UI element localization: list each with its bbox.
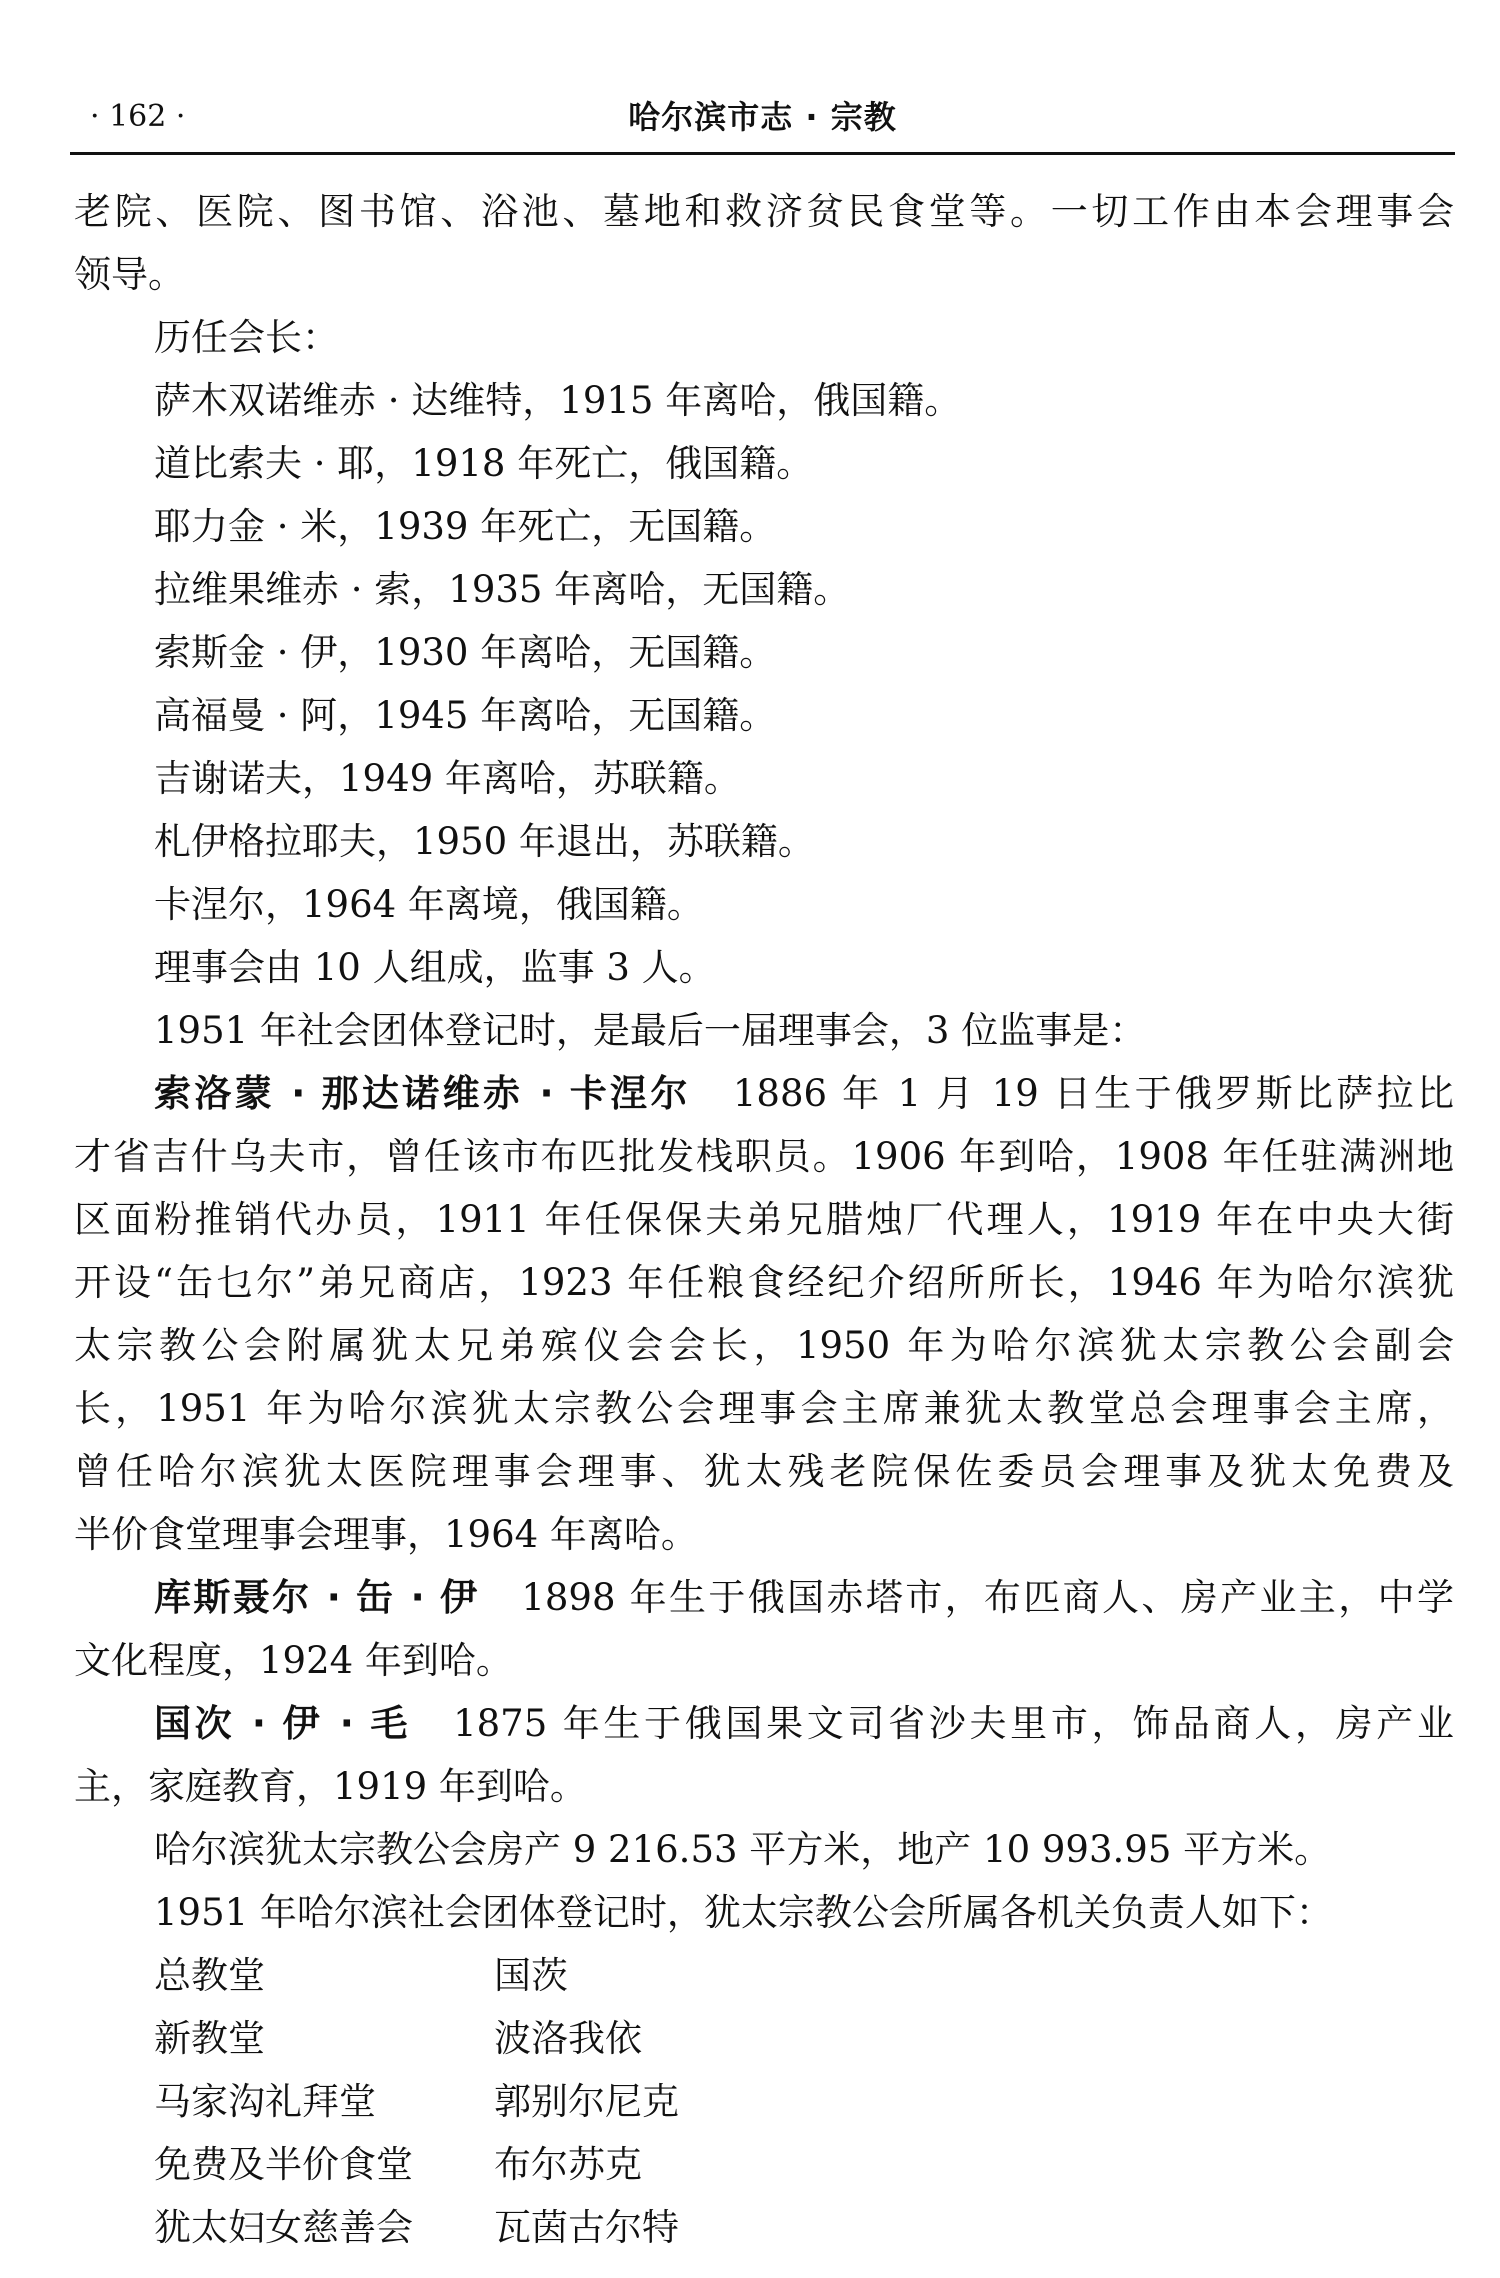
bio-first-line: [74, 1566, 1454, 1629]
president-entry: 道比索夫 · 耶，1918 年死亡，俄国籍。: [154, 442, 814, 485]
bio-text: 1898 年生于俄国赤塔市，布匹商人、房产业主，中学: [521, 1576, 1454, 1619]
president-entry: 高福曼 · 阿，1945 年离哈，无国籍。: [154, 694, 777, 737]
leader-row: [154, 2196, 1454, 2259]
leader-org: 犹太妇女慈善会: [154, 2206, 413, 2249]
president-entry: 札伊格拉耶夫，1950 年退出，苏联籍。: [154, 820, 815, 863]
leader-row: [154, 2007, 1454, 2070]
leader-person: 布尔苏克: [494, 2143, 642, 2186]
bio-first-line: [74, 1062, 1454, 1125]
page-number: · 162 ·: [90, 99, 186, 134]
intro-line: 领导。: [74, 253, 185, 296]
leader-org: 总教堂: [154, 1954, 265, 1997]
leader-person: 郭别尔尼克: [494, 2080, 679, 2123]
president-entry: 耶力金 · 米，1939 年死亡，无国籍。: [154, 505, 777, 548]
president-entry: 卡涅尔，1964 年离境，俄国籍。: [154, 883, 704, 926]
president-entry: 萨木双诺维赤 · 达维特，1915 年离哈，俄国籍。: [154, 379, 962, 422]
bio-line: 区面粉推销代办员，1911 年任保保夫弟兄腊烛厂代理人，1919 年在中央大街: [74, 1198, 1454, 1241]
leaders-list: [74, 1944, 1454, 2259]
president-entry: 索斯金 · 伊，1930 年离哈，无国籍。: [154, 631, 777, 674]
president-entry: 吉谢诺夫，1949 年离哈，苏联籍。: [154, 757, 741, 800]
presidents-heading: 历任会长：: [154, 316, 339, 359]
bio-text: 1886 年 1 月 19 日生于俄罗斯比萨拉比: [732, 1072, 1455, 1115]
intro-line: 老院、医院、图书馆、浴池、墓地和救济贫民食堂等。一切工作由本会理事会: [74, 190, 1454, 233]
leader-person: 瓦茵古尔特: [494, 2206, 679, 2249]
bio-text: 1875 年生于俄国果文司省沙夫里市，饰品商人，房产业: [453, 1702, 1454, 1745]
leader-person: 波洛我依: [494, 2017, 642, 2060]
supervisors-intro: 1951 年社会团体登记时，是最后一届理事会，3 位监事是：: [154, 1009, 1147, 1052]
bio-line: 开设“缶乜尔”弟兄商店，1923 年任粮食经纪介绍所所长，1946 年为哈尔滨犹: [74, 1261, 1454, 1304]
bio-first-line: [74, 1692, 1454, 1755]
bio-line: 太宗教公会附属犹太兄弟殡仪会会长，1950 年为哈尔滨犹太宗教公会副会: [74, 1324, 1454, 1367]
bio-line: 主，家庭教育，1919 年到哈。: [74, 1765, 587, 1808]
council-line: 理事会由 10 人组成，监事 3 人。: [154, 946, 716, 989]
leader-org: 免费及半价食堂: [154, 2143, 413, 2186]
header-rule: [70, 152, 1455, 155]
leader-row: [154, 2133, 1454, 2196]
leader-person: 国茨: [494, 1954, 568, 1997]
page-body: [74, 180, 1454, 2259]
bio-name: 国次 · 伊 · 毛: [154, 1702, 412, 1745]
bio-line: 才省吉什乌夫市，曾任该市布匹批发栈职员。1906 年到哈，1908 年任驻满洲地: [74, 1135, 1454, 1178]
leader-org: 新教堂: [154, 2017, 265, 2060]
leader-row: [154, 2070, 1454, 2133]
bio-name: 索洛蒙 · 那达诺维赤 · 卡涅尔: [154, 1072, 691, 1115]
bio-line: 文化程度，1924 年到哈。: [74, 1639, 513, 1682]
bio-line: 长，1951 年为哈尔滨犹太宗教公会理事会主席兼犹太教堂总会理事会主席，: [74, 1387, 1454, 1430]
president-entry: 拉维果维赤 · 索，1935 年离哈，无国籍。: [154, 568, 851, 611]
leaders-intro: 1951 年哈尔滨社会团体登记时，犹太宗教公会所属各机关负责人如下：: [154, 1891, 1333, 1934]
running-title: 哈尔滨市志 · 宗教: [628, 98, 897, 136]
bio-line: 曾任哈尔滨犹太医院理事会理事、犹太残老院保佐委员会理事及犹太免费及: [74, 1450, 1454, 1493]
bio-line: 半价食堂理事会理事，1964 年离哈。: [74, 1513, 698, 1556]
bio-name: 库斯聂尔 · 缶 · 伊: [154, 1576, 480, 1619]
page-header: [70, 92, 1455, 142]
property-line: 哈尔滨犹太宗教公会房产 9 216.53 平方米，地产 10 993.95 平方米。: [154, 1828, 1332, 1871]
leader-row: [154, 1944, 1454, 2007]
leader-org: 马家沟礼拜堂: [154, 2080, 376, 2123]
